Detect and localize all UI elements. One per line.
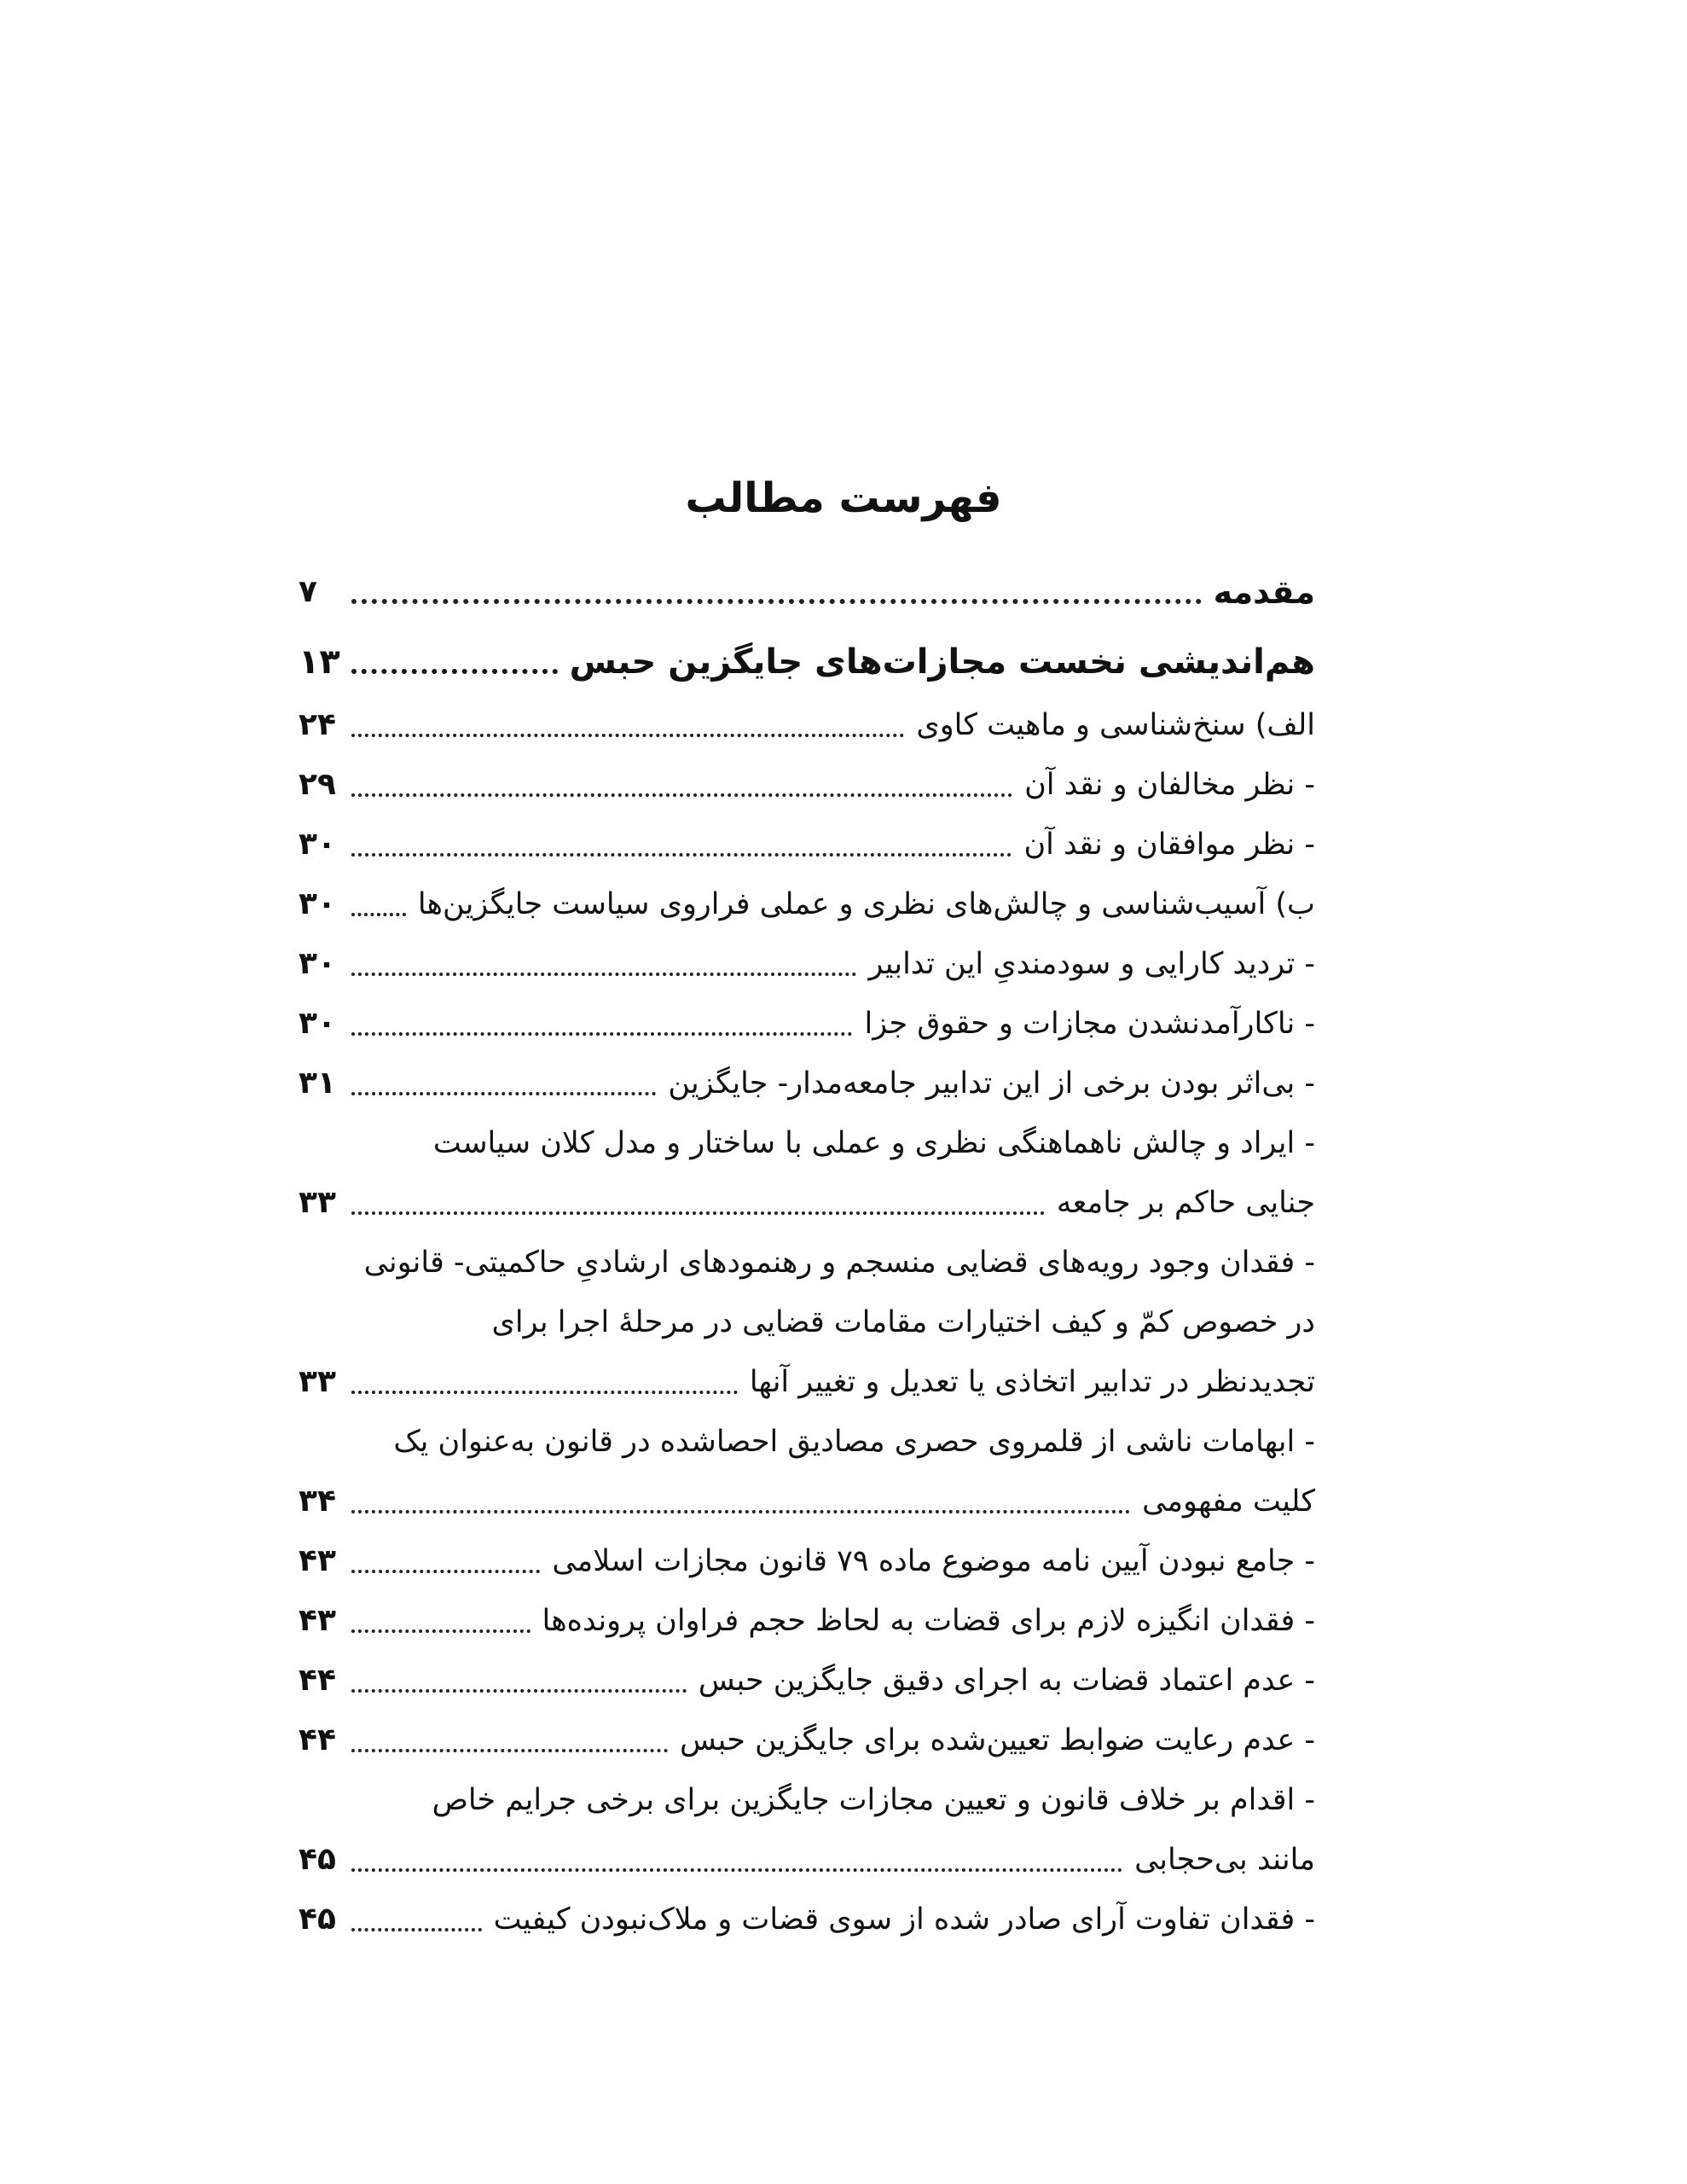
- toc-page-number: ۷: [299, 574, 317, 609]
- dot-leader: [351, 734, 904, 737]
- dot-leader: [351, 1570, 540, 1573]
- toc-entry-continuation: [299, 1409, 1315, 1469]
- toc-entry: [299, 1648, 1315, 1708]
- toc-entry: [299, 752, 1315, 812]
- toc-page-number: ۴۴: [299, 1663, 336, 1698]
- dot-leader: [351, 853, 1012, 857]
- toc-entry: [299, 693, 1315, 752]
- toc-page-number: ۳۰: [299, 886, 336, 921]
- toc-entry: [299, 991, 1315, 1051]
- toc-entry: [299, 1170, 1315, 1230]
- toc-entry: [299, 1469, 1315, 1529]
- toc-page-number: ۳۰: [299, 1006, 336, 1041]
- toc-entry-text: - نظر موافقان و نقد آن: [1023, 828, 1315, 862]
- toc-entry-text: مقدمه: [1213, 573, 1315, 611]
- toc-entry-text-line: - اقدام بر خلاف قانون و تعیین مجازات جایگزین برای برخی جرایم خاص: [432, 1783, 1315, 1817]
- toc-entry-text: - تردید کارایی و سودمندیِ این تدابیر: [868, 947, 1315, 981]
- toc-entry-text: - ناکارآمدنشدن مجازات و حقوق جزا: [864, 1007, 1315, 1041]
- dot-leader: [351, 1928, 482, 1931]
- toc-page-number: ۴۴: [299, 1722, 336, 1757]
- toc-entry-text-line: - فقدان وجود رویه‌های قضایی منسجم و رهنمودهای ارشادیِ حاکمیتی- قانونی: [363, 1246, 1315, 1280]
- dot-leader: [351, 1391, 738, 1394]
- toc-page-number: ۳۳: [299, 1185, 336, 1220]
- toc-entry: [299, 872, 1315, 932]
- toc-page-number: ۳۴: [299, 1484, 336, 1519]
- toc-entry-text: - عدم رعایت ضوابط تعیین‌شده برای جایگزین حبس: [680, 1723, 1315, 1757]
- toc-entry: [299, 1708, 1315, 1768]
- toc-entry: [299, 1529, 1315, 1589]
- toc-entry-text: - فقدان انگیزه لازم برای قضات به لحاظ حجم فراوان پرونده‌ها: [542, 1604, 1315, 1638]
- toc-entry: [299, 1051, 1315, 1111]
- toc-entry-text: ب) آسیب‌شناسی و چالش‌های نظری و عملی فراروی سیاست جایگزین‌ها: [417, 887, 1315, 921]
- dot-leader: [351, 1749, 668, 1752]
- dot-leader: [351, 1092, 656, 1095]
- toc-entry-text: - بی‌اثر بودن برخی از این تدابیر جامعه‌مدار- جایگزین: [668, 1066, 1315, 1101]
- toc-page-number: ۳۰: [299, 827, 336, 862]
- toc-entry-continuation: [299, 1230, 1315, 1290]
- toc-entry-text: جنایی حاکم بر جامعه: [1056, 1186, 1315, 1220]
- toc-page-number: ۴۳: [299, 1603, 336, 1638]
- toc-entry-text: - عدم اعتماد قضات به اجرای دقیق جایگزین حبس: [698, 1664, 1315, 1698]
- toc-entry-continuation: [299, 1290, 1315, 1350]
- toc-entry-text: - نظر مخالفان و نقد آن: [1024, 768, 1315, 802]
- toc-entry: [299, 560, 1315, 619]
- dot-leader: [351, 1211, 1045, 1215]
- dot-leader: [351, 1629, 530, 1633]
- toc-entry: [299, 1350, 1315, 1409]
- page-title: فهرست مطالب: [685, 474, 1002, 522]
- toc-page-number: ۴۳: [299, 1543, 336, 1578]
- toc-entry: [299, 932, 1315, 991]
- dot-leader: [351, 1510, 1130, 1513]
- dot-leader: [351, 1689, 687, 1693]
- dot-leader: [351, 793, 1012, 797]
- table-of-contents: [299, 560, 1315, 1947]
- toc-page-number: ۳۰: [299, 946, 336, 981]
- toc-entry: [299, 1827, 1315, 1887]
- toc-entry-text-line: - ابهامات ناشی از قلمروی حصری مصادیق احصاشده در قانون به‌عنوان یک: [393, 1425, 1315, 1459]
- toc-page-number: ۲۴: [299, 707, 336, 742]
- dot-leader: [351, 913, 406, 916]
- toc-entry-text: - جامع نبودن آیین نامه موضوع ماده ۷۹ قانون مجازات اسلامی: [552, 1544, 1315, 1578]
- dot-leader: [351, 1868, 1122, 1872]
- toc-entry-text: تجدیدنظر در تدابیر اتخاذی یا تعدیل و تغییر آنها: [749, 1365, 1315, 1399]
- toc-entry-continuation: [299, 1111, 1315, 1170]
- toc-entry-continuation: [299, 1768, 1315, 1827]
- toc-page-number: ۱۳: [299, 642, 340, 682]
- toc-entry-text: هم‌اندیشی نخست مجازات‌های جایگزین حبس: [569, 642, 1315, 682]
- toc-entry-text: مانند بی‌حجابی: [1134, 1843, 1315, 1877]
- dot-leader: [351, 599, 1202, 604]
- dot-leader: [351, 973, 856, 976]
- toc-entry-text: الف) سنخ‌شناسی و ماهیت کاوی: [916, 708, 1315, 742]
- toc-entry: [299, 812, 1315, 872]
- toc-entry-text: کلیت مفهومی: [1142, 1484, 1315, 1519]
- toc-entry: [299, 619, 1315, 693]
- dot-leader: [351, 1032, 852, 1036]
- toc-page-number: ۴۵: [299, 1902, 336, 1937]
- toc-entry: [299, 1589, 1315, 1648]
- toc-page-number: ۴۵: [299, 1842, 336, 1877]
- toc-page-number: ۲۹: [299, 767, 336, 802]
- toc-entry-text-line: در خصوص کمّ و کیف اختیارات مقامات قضایی در مرحلهٔ اجرا برای: [491, 1305, 1315, 1339]
- toc-page-number: ۳۳: [299, 1364, 336, 1399]
- toc-entry-text: - فقدان تفاوت آرای صادر شده از سوی قضات و ملاک‌نبودن کیفیت: [493, 1902, 1315, 1937]
- toc-entry-text-line: - ایراد و چالش ناهماهنگی نظری و عملی با ساختار و مدل کلان سیاست: [432, 1126, 1315, 1160]
- dot-leader: [351, 669, 558, 674]
- toc-page-number: ۳۱: [299, 1066, 336, 1101]
- toc-entry: [299, 1887, 1315, 1947]
